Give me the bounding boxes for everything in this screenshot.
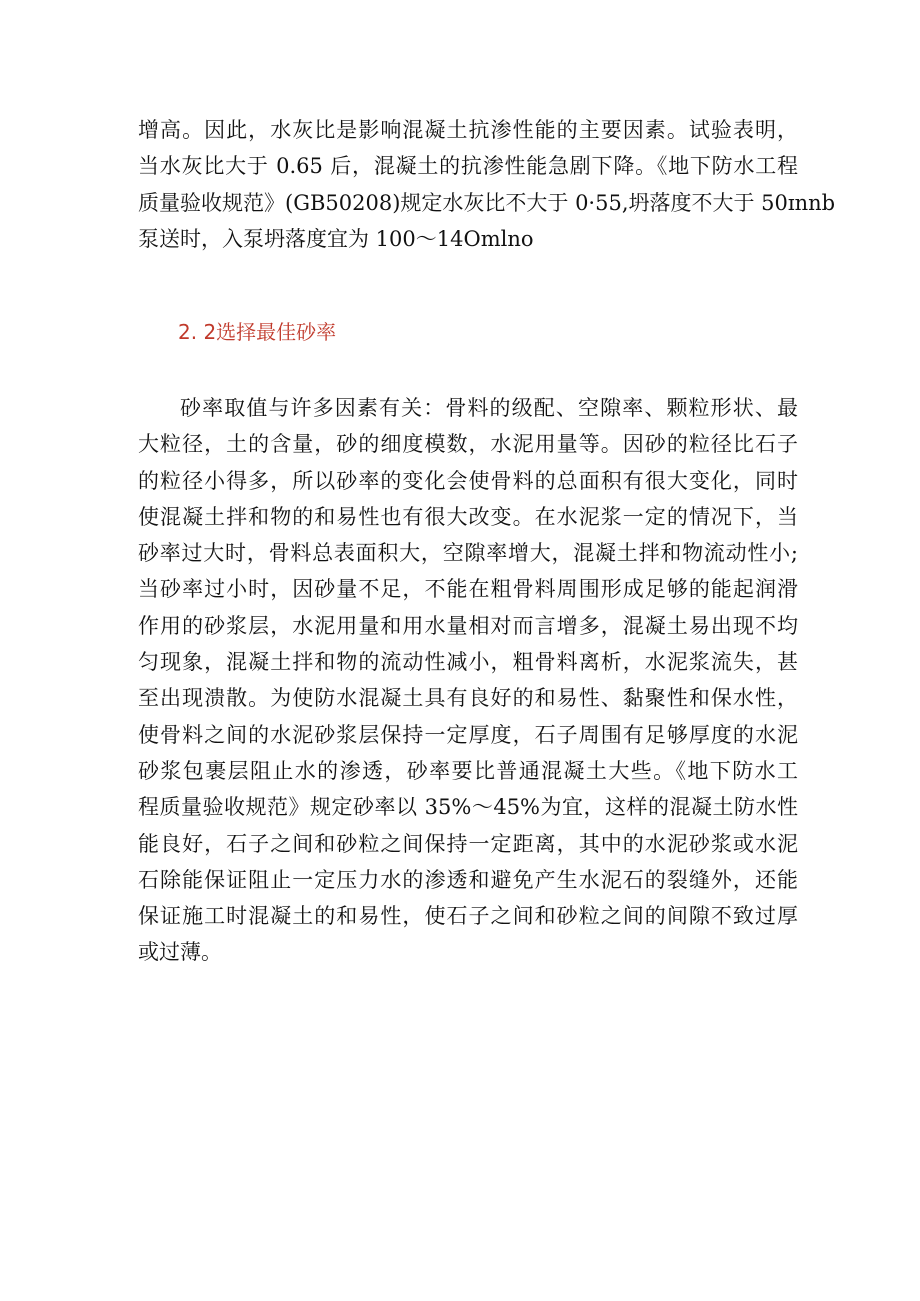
paragraph-line: 或过薄。 xyxy=(138,940,222,965)
paragraph-line: 至出现溃散。为使防水混凝土具有良好的和易性、黏聚性和保水性， xyxy=(138,686,798,711)
paragraph-line: 当水灰比大于 0.65 后，混凝土的抗渗性能急剧下降。《地下防水工程 xyxy=(138,154,798,179)
paragraph-line: 保证施工时混凝土的和易性，使石子之间和砂粒之间的间隙不致过厚 xyxy=(138,904,798,929)
paragraph-line: 石除能保证阻止一定压力水的渗透和避免产生水泥石的裂缝外，还能 xyxy=(138,867,798,892)
paragraph-line: 能良好，石子之间和砂粒之间保持一定距离，其中的水泥砂浆或水泥 xyxy=(138,831,798,856)
paragraph-line: 程质量验收规范》规定砂率以 35%～45%为宜，这样的混凝土防水性 xyxy=(138,795,798,820)
paragraph-line: 作用的砂浆层，水泥用量和用水量相对而言增多，混凝土易出现不均 xyxy=(138,613,798,638)
paragraph-line: 增高。因此，水灰比是影响混凝土抗渗性能的主要因素。试验表明， xyxy=(138,118,798,142)
paragraph-line: 大粒径，土的含量，砂的细度模数，水泥用量等。因砂的粒径比石子 xyxy=(138,432,798,457)
paragraph-sand-ratio xyxy=(138,390,798,971)
paragraph-line: 砂浆包裹层阻止水的渗透，砂率要比普通混凝土大些。《地下防水工 xyxy=(138,758,798,783)
paragraph-line: 质量验收规范》(GB50208)规定水灰比不大于 0·55,坍落度不大于 50ɪnnb xyxy=(138,190,836,215)
paragraph-line: 使混凝土拌和物的和易性也有很大改变。在水泥浆一定的情况下，当 xyxy=(138,504,798,529)
paragraph-line: 使骨料之间的水泥砂浆层保持一定厚度，石子周围有足够厚度的水泥 xyxy=(138,722,798,747)
paragraph-line: 匀现象，混凝土拌和物的流动性减小，粗骨料离析，水泥浆流失，甚 xyxy=(138,650,798,675)
paragraph-line: 砂率取值与许多因素有关：骨料的级配、空隙率、颗粒形状、最 xyxy=(180,396,798,420)
paragraph-water-cement-ratio xyxy=(138,112,836,257)
paragraph-line: 泵送时，入泵坍落度宜为 100～14Omlno xyxy=(138,226,534,251)
paragraph-line: 当砂率过小时，因砂量不足，不能在粗骨料周围形成足够的能起润滑 xyxy=(138,577,798,602)
paragraph-line: 的粒径小得多，所以砂率的变化会使骨料的总面积有很大变化，同时 xyxy=(138,468,798,493)
section-heading: 2. 2选择最佳砂率 xyxy=(178,320,337,344)
paragraph-line: 砂率过大时，骨料总表面积大，空隙率增大，混凝土拌和物流动性小; xyxy=(138,541,798,566)
